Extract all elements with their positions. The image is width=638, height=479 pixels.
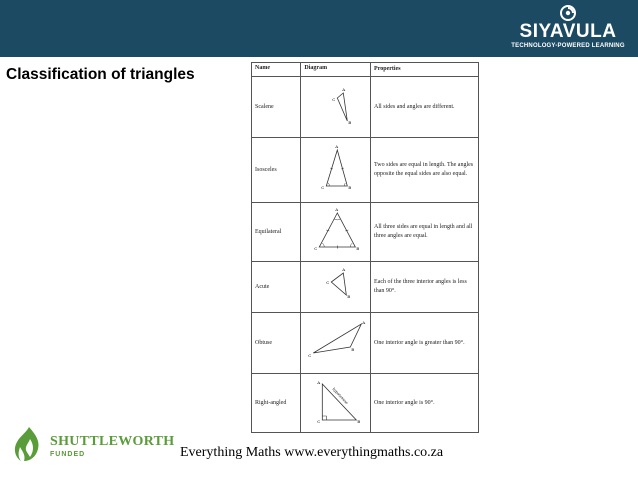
svg-text:B: B (348, 185, 352, 190)
row-name-acute: Acute (252, 262, 301, 313)
diagram-acute (301, 262, 371, 313)
equilateral-triangle-diagram (301, 203, 370, 261)
right-angled-triangle-diagram (301, 374, 370, 432)
siyavula-swirl-icon (560, 5, 576, 21)
svg-text:C: C (314, 246, 318, 251)
row-properties-isosceles: Two sides are equal in length. The angles opposite the equal sides are also equal. (371, 138, 479, 203)
sponsor-name: SHUTTLEWORTH (50, 434, 175, 449)
row-properties-scalene: All sides and angles are different. (371, 77, 479, 138)
diagram-right-angled (301, 374, 371, 433)
shuttleworth-funded-logo[interactable] (12, 425, 175, 465)
diagram-equilateral (301, 203, 371, 262)
flame-icon (12, 425, 46, 465)
svg-text:A: A (342, 87, 346, 92)
triangle-classification-table (251, 62, 479, 433)
svg-text:C: C (321, 185, 325, 190)
svg-text:hypotenuse: hypotenuse (331, 386, 350, 406)
brand-tagline: TECHNOLOGY-POWERED LEARNING (511, 43, 625, 49)
table-row (252, 313, 479, 374)
obtuse-triangle-diagram (301, 313, 370, 373)
row-name-isosceles: Isosceles (252, 138, 301, 203)
diagram-scalene (301, 77, 371, 138)
table-row (252, 203, 479, 262)
slide-title: Classification of triangles (6, 66, 195, 83)
siyavula-logo[interactable] (508, 3, 628, 53)
brand-name: SIYAVULA (519, 21, 617, 42)
table-row (252, 262, 479, 313)
header-bar (0, 0, 638, 57)
svg-text:A: A (362, 320, 366, 325)
table-row (252, 138, 479, 203)
table-row (252, 77, 479, 138)
row-name-scalene: Scalene (252, 77, 301, 138)
diagram-obtuse (301, 313, 371, 374)
row-name-equilateral: Equilateral (252, 203, 301, 262)
column-header-name: Name (252, 63, 301, 77)
svg-text:C: C (308, 353, 312, 358)
column-header-diagram: Diagram (301, 63, 371, 77)
scalene-triangle-diagram (301, 77, 370, 137)
svg-text:B: B (357, 419, 361, 424)
svg-text:A: A (342, 267, 346, 272)
svg-text:C: C (317, 419, 321, 424)
svg-text:A: A (317, 380, 321, 385)
sponsor-subtitle: FUNDED (50, 451, 86, 458)
row-name-obtuse: Obtuse (252, 313, 301, 374)
svg-text:B: B (347, 294, 351, 299)
svg-text:B: B (348, 120, 352, 125)
row-properties-acute: Each of the three interior angles is less than 90°. (371, 262, 479, 313)
svg-text:B: B (351, 347, 355, 352)
row-properties-equilateral: All three sides are equal in length and all three angles are equal. (371, 203, 479, 262)
footer-website[interactable]: Everything Maths www.everythingmaths.co.za (180, 445, 444, 460)
row-properties-right-angled: One interior angle is 90°. (371, 374, 479, 433)
row-name-right-angled: Right-angled (252, 374, 301, 433)
svg-text:C: C (332, 97, 336, 102)
table-row (252, 374, 479, 433)
svg-text:C: C (326, 280, 330, 285)
svg-text:A: A (335, 144, 339, 149)
acute-triangle-diagram (301, 262, 370, 312)
svg-text:B: B (356, 246, 360, 251)
svg-text:A: A (335, 207, 339, 212)
row-properties-obtuse: One interior angle is greater than 90°. (371, 313, 479, 374)
diagram-isosceles (301, 138, 371, 203)
table-header-row (252, 63, 479, 77)
column-header-properties: Properties (371, 63, 479, 77)
isosceles-triangle-diagram (301, 138, 370, 202)
